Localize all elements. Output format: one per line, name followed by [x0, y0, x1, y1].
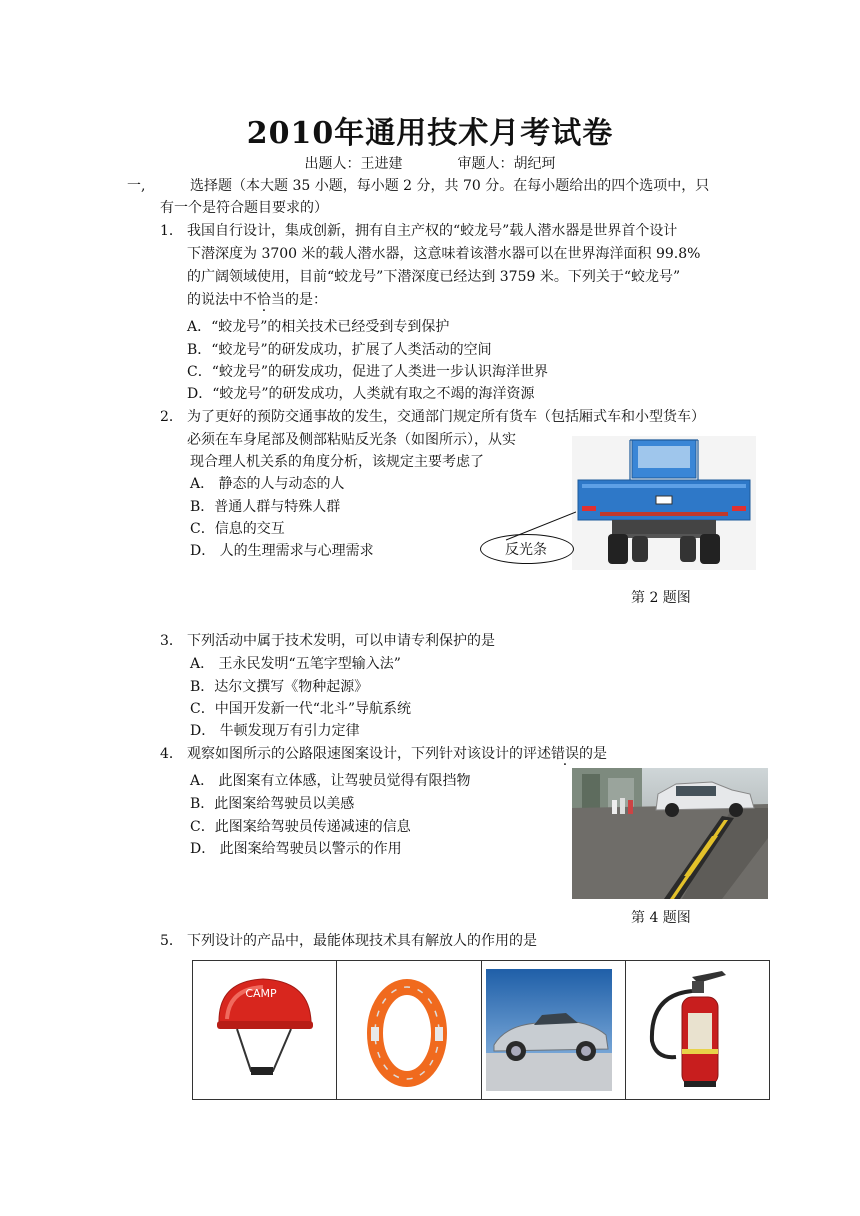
speed-bump-image — [572, 768, 768, 899]
q4-option-c: C．此图案给驾驶员传递减速的信息 — [190, 819, 411, 835]
lifebuoy-image — [337, 961, 480, 1099]
q4-number: 4． — [160, 746, 183, 762]
q3-option-d: D． 牛顿发现万有引力定律 — [190, 723, 360, 739]
q1-line3: 的广阔领域使用，目前“蛟龙号”下潜深度已经达到 3759 米。下列关于“蛟龙号” — [187, 269, 681, 285]
q3-option-b: B．达尔文撰写《物种起源》 — [190, 679, 369, 695]
q2-option-d: D． 人的生理需求与心理需求 — [190, 543, 374, 559]
section-heading-line2: 有一个是符合题目要求的） — [160, 200, 328, 216]
truck-image — [572, 436, 756, 570]
q2-line2: 必须在车身尾部及侧部粘贴反光条（如图所示），从实 — [187, 432, 516, 448]
q4-text: 观察如图所示的公路限速图案设计，下列针对该设计的评述错误的是 — [187, 746, 607, 762]
q2-caption: 第 2 题图 — [631, 590, 691, 606]
q1-number: 1． — [160, 223, 183, 239]
q1-emphasis: 不恰当 — [243, 292, 285, 308]
q4-emphasis: 错误 — [551, 746, 579, 762]
q4-caption: 第 4 题图 — [631, 910, 691, 926]
q1-option-a: A．“蛟龙号”的相关技术已经受到专到保护 — [187, 319, 450, 335]
section-heading-line1: 选择题（本大题 35 小题，每小题 2 分，共 70 分。在每小题给出的四个选项中，只 — [190, 178, 710, 194]
q2-line3: 现合理人机关系的角度分析，该规定主要考虑了 — [190, 454, 484, 470]
q1-line1: 我国自行设计，集成创新，拥有自主产权的“蛟龙号”载人潜水器是世界首个设计 — [187, 223, 678, 239]
q1-option-d: D．“蛟龙号”的研发成功，人类就有取之不竭的海洋资源 — [187, 386, 535, 402]
q4-option-d: D． 此图案给驾驶员以警示的作用 — [190, 841, 402, 857]
q5-text: 下列设计的产品中，最能体现技术具有解放人的作用的是 — [187, 933, 537, 949]
q2-number: 2． — [160, 409, 183, 425]
reflector-callout-label: 反光条 — [505, 542, 547, 558]
helmet-image — [193, 961, 336, 1099]
q2-option-c: C．信息的交互 — [190, 521, 285, 537]
q5-image-table — [192, 960, 770, 1100]
setter: 出题人：王进建 — [304, 156, 403, 172]
helmet-cell — [193, 961, 337, 1099]
q1-option-c: C．“蛟龙号”的研发成功，促进了人类进一步认识海洋世界 — [187, 364, 549, 380]
q4-option-a: A． 此图案有立体感，让驾驶员觉得有限挡物 — [190, 773, 471, 789]
helmet-logo-text: CAMP — [245, 987, 277, 1000]
extinguisher-cell — [626, 961, 769, 1099]
q1-option-b: B．“蛟龙号”的研发成功，扩展了人类活动的空间 — [187, 342, 492, 358]
q4-option-b: B．此图案给驾驶员以美感 — [190, 796, 355, 812]
car-image — [482, 961, 625, 1099]
q3-number: 3． — [160, 633, 183, 649]
lifebuoy-cell — [337, 961, 481, 1099]
authors-line — [0, 153, 860, 173]
q1-line2: 下潜深度为 3700 米的载人潜水器，这意味着该潜水器可以在世界海洋面积 99.8% — [187, 246, 701, 262]
q1-line4: 的说法中不恰当的是： — [187, 292, 327, 308]
fire-extinguisher-image — [626, 961, 769, 1099]
q2-option-b: B．普通人群与特殊人群 — [190, 499, 341, 515]
reviewer: 审题人：胡纪珂 — [457, 156, 556, 172]
q5-number: 5． — [160, 933, 183, 949]
car-cell — [482, 961, 626, 1099]
q3-option-c: C．中国开发新一代“北斗”导航系统 — [190, 701, 412, 717]
q3-text: 下列活动中属于技术发明，可以申请专利保护的是 — [187, 633, 495, 649]
section-number: 一, — [127, 178, 146, 194]
q2-option-a: A． 静态的人与动态的人 — [190, 476, 345, 492]
q3-option-a: A． 王永民发明“五笔字型输入法” — [190, 656, 401, 672]
page-title: 2010年通用技术月考试卷 — [246, 116, 614, 151]
q2-line1: 为了更好的预防交通事故的发生，交通部门规定所有货车（包括厢式车和小型货车） — [187, 409, 705, 425]
